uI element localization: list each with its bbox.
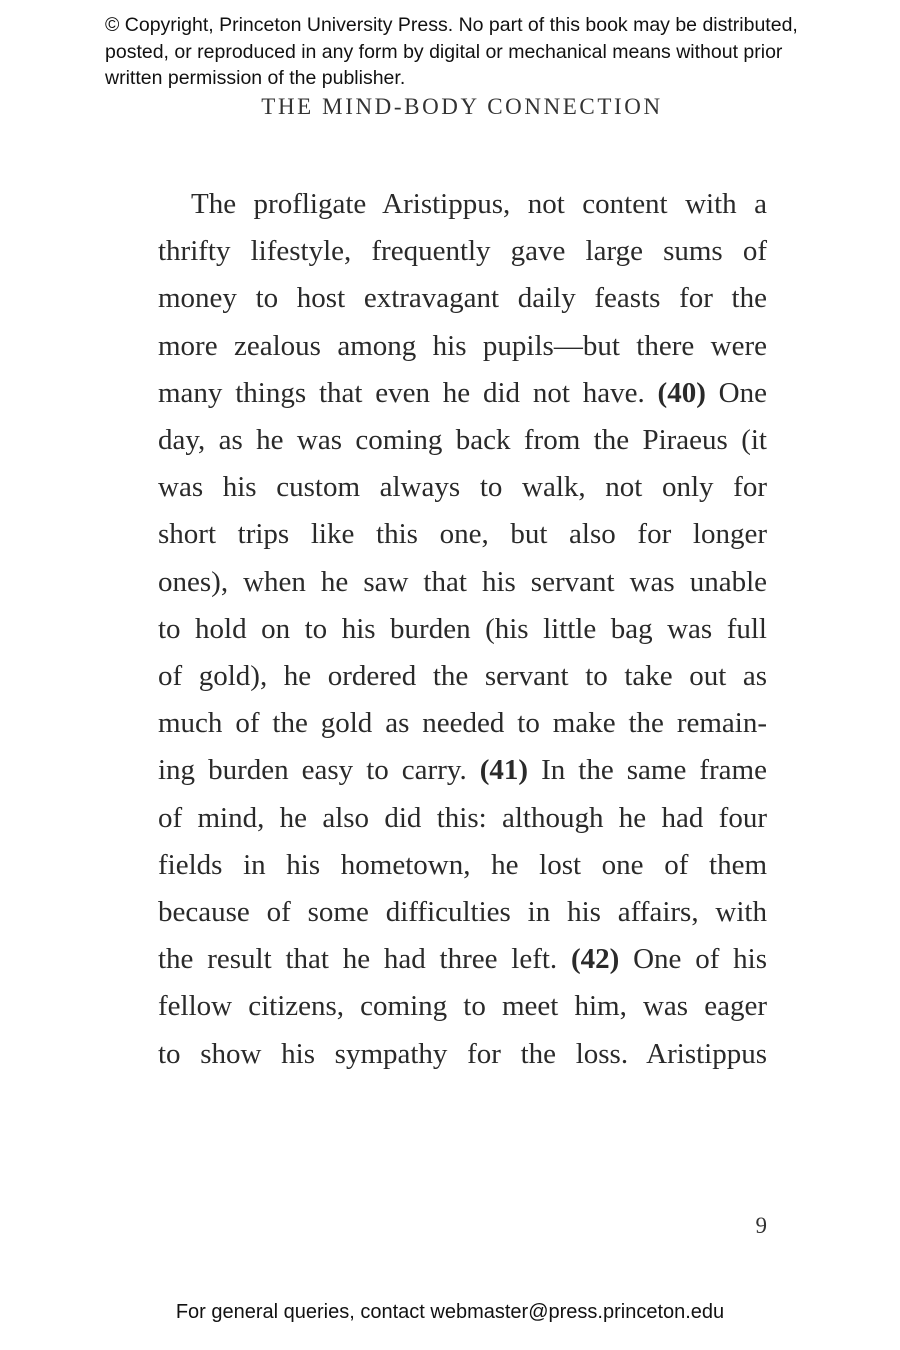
section-marker: (42) xyxy=(570,943,620,976)
text-line: many things that even he did not have. (40) One xyxy=(158,376,767,409)
section-marker: (41) xyxy=(479,754,529,787)
text-line: of gold), he ordered the servant to take out as xyxy=(158,660,767,693)
text-line: to hold on to his burden (his little bag was full xyxy=(158,612,767,645)
running-head: THE MIND-BODY CONNECTION xyxy=(261,94,663,119)
copyright-notice: © Copyright, Princeton University Press. No part of this book may be distributed, posted, or reproduced in any form by digital or mechanical means without prior written permission of the publisher. xyxy=(105,14,798,89)
text-line: the result that he had three left. (42) One of his xyxy=(158,943,767,976)
page-number: 9 xyxy=(755,1213,767,1238)
section-marker: (40) xyxy=(657,376,706,409)
text-line: ones), when he saw that his servant was unable xyxy=(158,565,767,598)
text-line: day, as he was coming back from the Piraeus (it xyxy=(158,424,767,457)
body-paragraph xyxy=(158,181,767,1078)
text-line: more zealous among his pupils—but there were xyxy=(158,329,767,362)
text-line: to show his sympathy for the loss. Aristippus xyxy=(158,1037,767,1070)
text-line: fellow citizens, coming to meet him, was eager xyxy=(158,990,767,1023)
text-line: ing burden easy to carry. (41) In the same frame xyxy=(158,754,767,787)
text-line: much of the gold as needed to make the remain- xyxy=(158,707,767,740)
text-line: because of some difficulties in his affairs, with xyxy=(158,896,767,929)
text-line: money to host extravagant daily feasts for the xyxy=(158,282,767,315)
text-line: was his custom always to walk, not only for xyxy=(158,471,767,504)
contact-footer: For general queries, contact webmaster@press.princeton.edu xyxy=(175,1301,725,1323)
text-line: of mind, he also did this: although he had four xyxy=(158,801,767,834)
text-line: The profligate Aristippus, not content with a xyxy=(191,188,767,220)
text-line: short trips like this one, but also for longer xyxy=(158,518,767,551)
text-line: fields in his hometown, he lost one of them xyxy=(158,848,767,881)
text-line: thrifty lifestyle, frequently gave large sums of xyxy=(158,235,767,268)
